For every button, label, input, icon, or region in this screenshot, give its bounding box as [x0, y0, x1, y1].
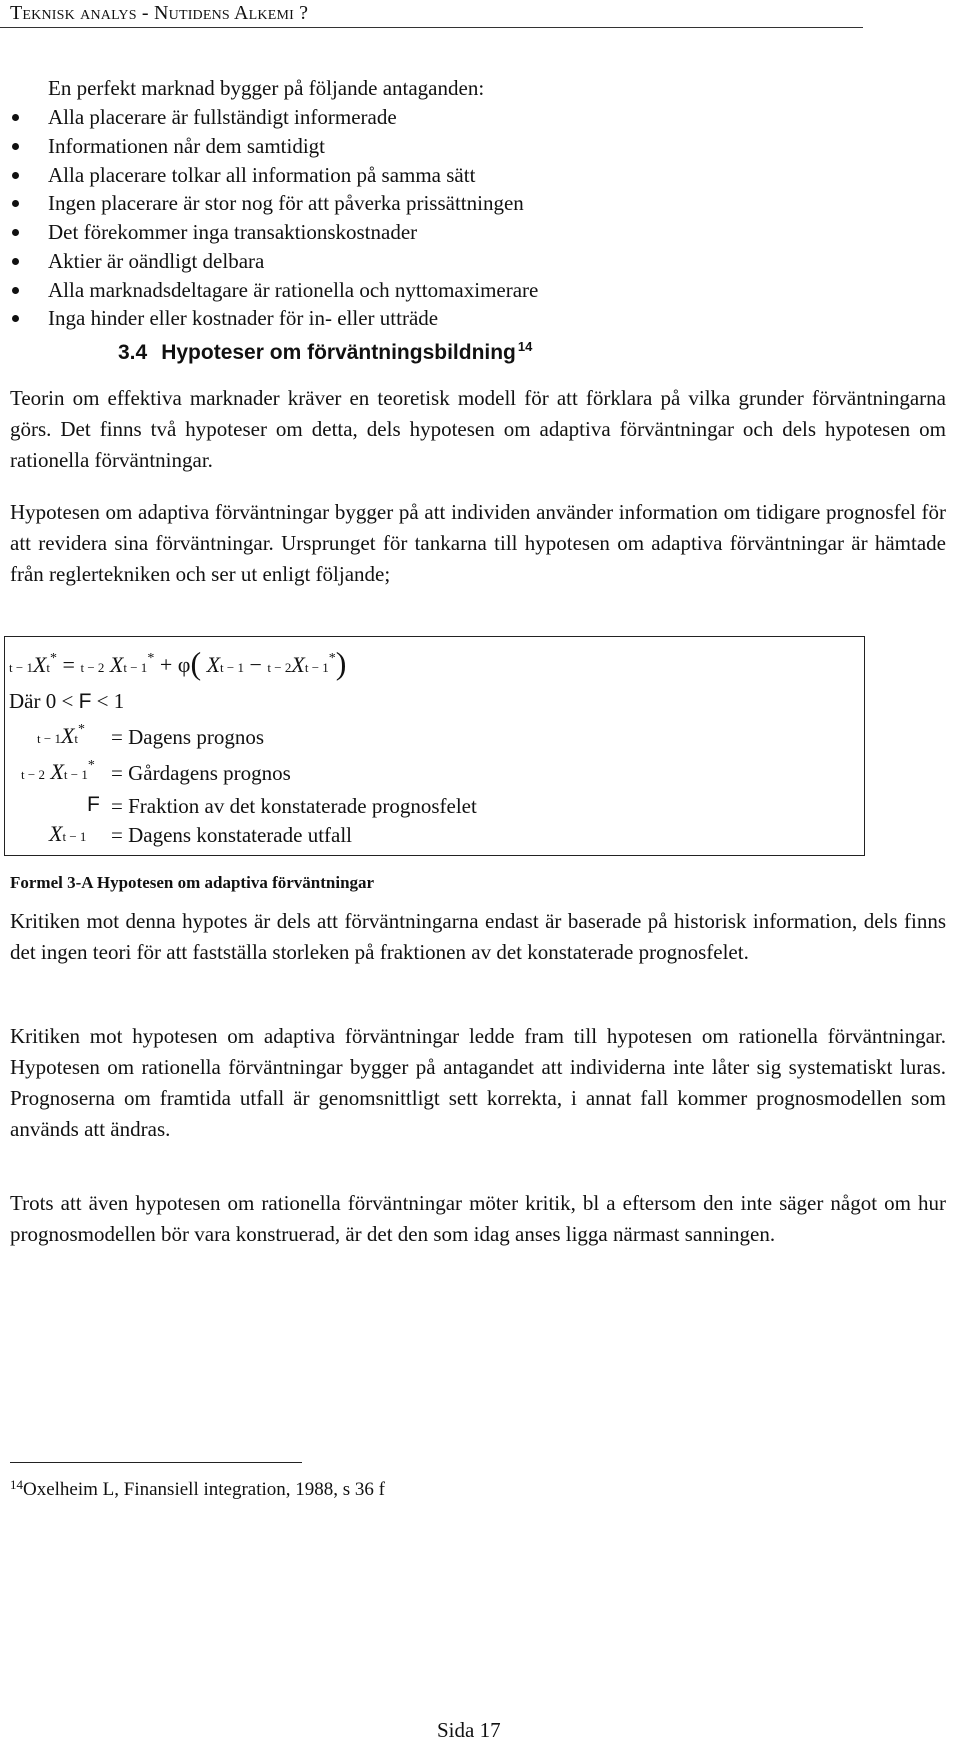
section-heading	[118, 339, 532, 365]
symbol-yesterdays-forecast: t − 2 Xt − 1*	[21, 758, 95, 784]
list-item: Informationen når dem samtidigt	[10, 132, 910, 161]
footnote	[10, 1477, 385, 1501]
paragraph: Kritiken mot denna hypotes är dels att förväntningarna endast är baserade på historisk information, dels finns det ingen teori för att fastställa storleken på fraktionen av det konstaterade prognosfelet.	[10, 909, 946, 964]
list-item: Inga hinder eller kostnader för in- eller utträde	[10, 304, 910, 333]
assumption-list	[10, 103, 910, 333]
definition-row: = Dagens konstaterade utfall	[111, 823, 353, 847]
symbol-todays-outcome: Xt − 1	[49, 821, 87, 846]
footnote-reference: 14	[517, 339, 533, 354]
list-item: Alla placerare tolkar all information på samma sätt	[10, 161, 910, 190]
footnote-number: 14	[10, 1477, 23, 1492]
definition-row: = Dagens prognos	[111, 725, 264, 749]
intro-line: En perfekt marknad bygger på följande antaganden:	[48, 76, 485, 100]
paragraph: Hypotesen om adaptiva förväntningar bygger på att individen använder information om tidigare prognosfel för att revidera sina förväntningar. Ursprunget för tankarna till hypotesen om adaptiva förväntningar är hämtade från reglertekniken och ser ut enligt följande;	[10, 500, 946, 586]
paragraph: Teorin om effektiva marknader kräver en teoretisk modell för att förklara på vilka grunder förväntningarna görs. Det finns två hypoteser om detta, dels hypotesen om adaptiva förväntningar och dels hypotesen om rationella förväntningar.	[10, 386, 946, 472]
bullet-icon	[12, 200, 19, 207]
bullet-icon	[12, 172, 19, 179]
list-item: Det förekommer inga transaktionskostnader	[10, 218, 910, 247]
list-item: Aktier är oändligt delbara	[10, 247, 910, 276]
footnote-divider	[10, 1462, 302, 1463]
close-paren: )	[335, 645, 347, 681]
bullet-icon	[12, 287, 19, 294]
list-item: Ingen placerare är stor nog för att påverka prissättningen	[10, 189, 910, 218]
bullet-icon	[12, 315, 19, 322]
paragraph: Trots att även hypotesen om rationella förväntningar möter kritik, bl a eftersom den inte säger något om hur prognosmodellen bör vara konstruerad, är det den som idag anses ligga närmast sanningen.	[10, 1191, 946, 1246]
formula-box	[4, 636, 865, 856]
list-item: Alla placerare är fullständigt informerade	[10, 103, 910, 132]
definition-row: = Gårdagens prognos	[111, 761, 291, 785]
bullet-icon	[12, 143, 19, 150]
definition-row: = Fraktion av det konstaterade prognosfelet	[111, 794, 477, 818]
symbol-todays-forecast: t − 1Xt*	[37, 722, 86, 748]
formula-condition: Där 0 < F < 1	[9, 689, 125, 713]
formula-equation: t − 1Xt* = t − 2 Xt − 1* + φ( Xt − 1 − t − 2Xt − 1*)	[9, 645, 347, 681]
bullet-icon	[12, 114, 19, 121]
section-number: 3.4	[118, 341, 148, 364]
bullet-icon	[12, 258, 19, 265]
symbol-fraction: F	[87, 793, 100, 816]
running-header: Teknisk analys - Nutidens Alkemi ?	[10, 2, 309, 24]
formula-caption: Formel 3-A Hypotesen om adaptiva förväntningar	[10, 873, 375, 892]
page-number: Sida 17	[437, 1718, 501, 1742]
paragraph: Kritiken mot hypotesen om adaptiva förväntningar ledde fram till hypotesen om rationella förväntningar. Hypotesen om rationella förväntningar bygger på antagandet att individerna inte låter sig systematiskt luras. Prognoserna om framtida utfall är genomsnittligt sett korrekta, i annat fall kommer prognosmodellen som används att ändras.	[10, 1024, 946, 1141]
open-paren: (	[190, 645, 202, 681]
list-item: Alla marknadsdeltagare är rationella och nyttomaximerare	[10, 276, 910, 305]
bullet-icon	[12, 229, 19, 236]
footnote-text: Oxelheim L, Finansiell integration, 1988, s 36 f	[23, 1479, 386, 1500]
section-title: Hypoteser om förväntningsbildning	[161, 341, 516, 364]
